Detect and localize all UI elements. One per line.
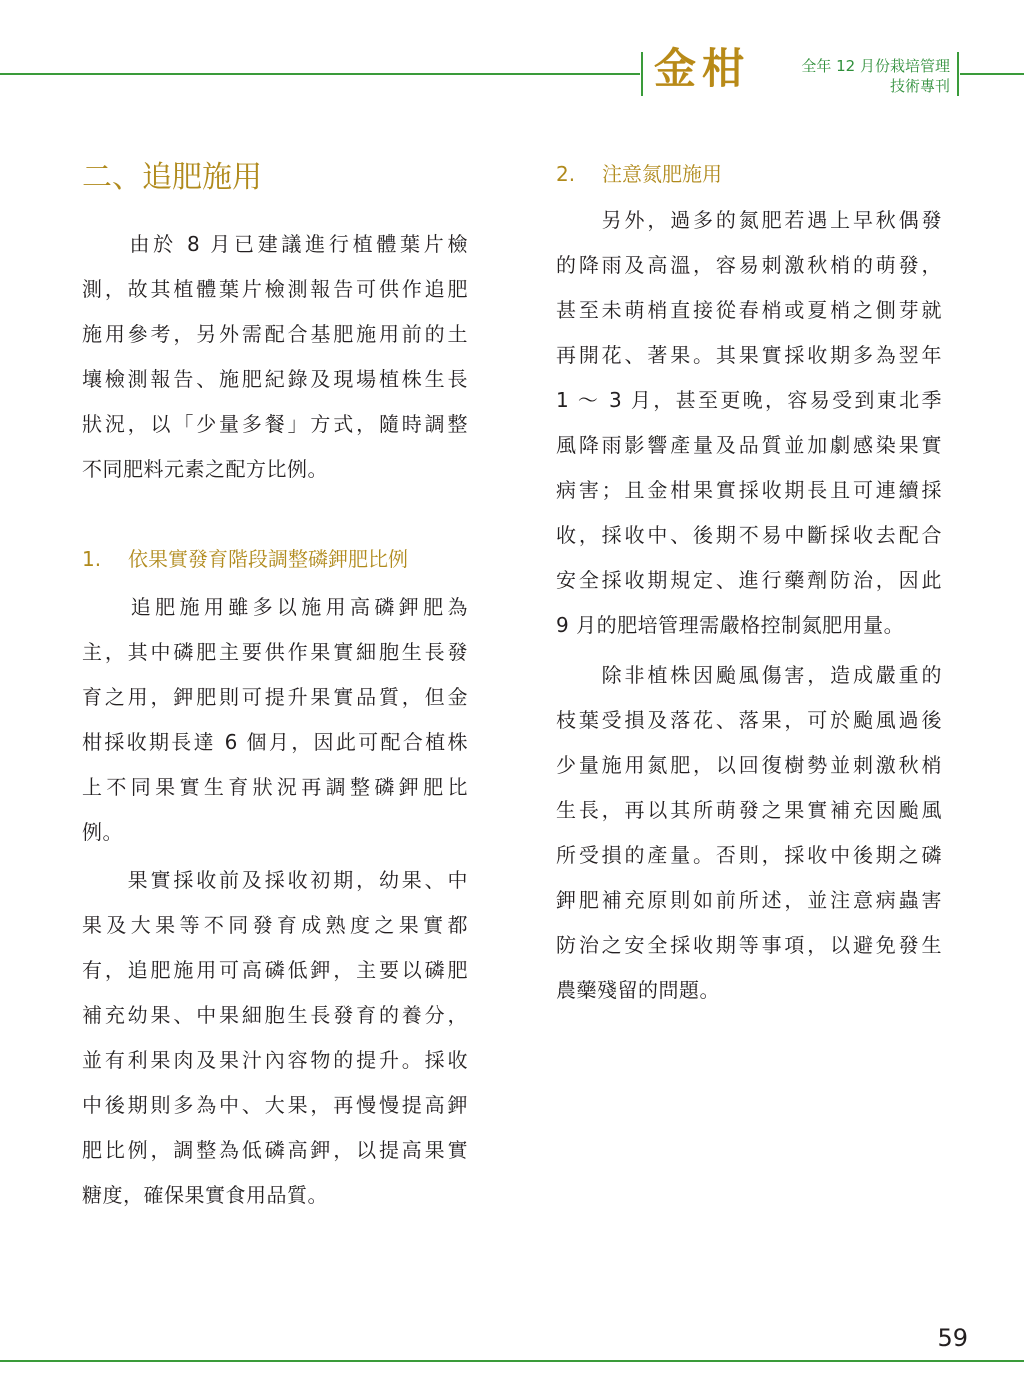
text-line: 病害；且金柑果實採收期長且可連續採 (556, 478, 942, 502)
tagline-line-1: 全年 12 月份栽培管理 (801, 57, 950, 75)
text-line: 例。 (82, 820, 123, 844)
left-paragraph-2 (82, 585, 468, 855)
text-line: 狀況，以「少量多餐」方式，隨時調整 (82, 412, 468, 436)
text-line: 農藥殘留的問題。 (556, 978, 720, 1002)
subsection-2-heading (556, 160, 722, 188)
header-rule-left (0, 73, 640, 75)
text-line: 鉀肥補充原則如前所述，並注意病蟲害 (556, 888, 942, 912)
footer-rule (0, 1360, 1024, 1362)
text-line: 的降雨及高溫，容易刺激秋梢的萌發， (556, 253, 942, 277)
text-line: 枝葉受損及落花、落果，可於颱風過後 (556, 708, 942, 732)
text-line: 9 月的肥培管理需嚴格控制氮肥用量。 (556, 613, 905, 637)
text-line: 生長，再以其所萌發之果實補充因颱風 (556, 798, 942, 822)
text-line: 主，其中磷肥主要供作果實細胞生長發 (82, 640, 468, 664)
header-divider-right (957, 52, 959, 96)
text-line: 由於 8 月已建議進行植體葉片檢 (82, 232, 468, 256)
text-line: 追肥施用雖多以施用高磷鉀肥為 (82, 595, 468, 619)
text-line: 有，追肥施用可高磷低鉀，主要以磷肥 (82, 958, 468, 982)
text-line: 所受損的產量。否則，採收中後期之磷 (556, 843, 942, 867)
text-line: 甚至未萌梢直接從春梢或夏梢之側芽就 (556, 298, 942, 322)
text-line: 再開花、著果。其果實採收期多為翌年 (556, 343, 942, 367)
header-divider-left (641, 52, 643, 96)
subsection-title: 注意氮肥施用 (602, 162, 722, 186)
text-line: 不同肥料元素之配方比例。 (82, 457, 328, 481)
subsection-number: 1. (82, 547, 102, 571)
text-line: 安全採收期規定、進行藥劑防治，因此 (556, 568, 942, 592)
text-line: 除非植株因颱風傷害，造成嚴重的 (556, 663, 942, 687)
text-line: 風降雨影響產量及品質並加劇感染果實 (556, 433, 942, 457)
text-line: 育之用，鉀肥則可提升果實品質，但金 (82, 685, 468, 709)
page-number: 59 (937, 1324, 968, 1352)
text-line: 施用參考，另外需配合基肥施用前的土 (82, 322, 468, 346)
subsection-1-heading (82, 545, 408, 573)
text-line: 收，採收中、後期不易中斷採收去配合 (556, 523, 942, 547)
header-tagline (770, 56, 950, 96)
header-rule-right (960, 73, 1024, 75)
left-paragraph-1 (82, 222, 468, 492)
text-line: 並有利果肉及果汁內容物的提升。採收 (82, 1048, 468, 1072)
tagline-line-2: 技術專刊 (889, 77, 950, 95)
text-line: 糖度，確保果實食用品質。 (82, 1183, 328, 1207)
brand-title: 金柑 (654, 44, 751, 93)
section-title: 二、追肥施用 (82, 160, 262, 195)
text-line: 柑採收期長達 6 個月，因此可配合植株 (82, 730, 468, 754)
text-line: 中後期則多為中、大果，再慢慢提高鉀 (82, 1093, 468, 1117)
right-paragraph-1 (556, 198, 942, 648)
text-line: 肥比例，調整為低磷高鉀，以提高果實 (82, 1138, 468, 1162)
right-paragraph-2 (556, 653, 942, 1013)
left-paragraph-3 (82, 858, 468, 1218)
text-line: 壤檢測報告、施肥紀錄及現場植株生長 (82, 367, 468, 391)
text-line: 測，故其植體葉片檢測報告可供作追肥 (82, 277, 468, 301)
text-line: 上不同果實生育狀況再調整磷鉀肥比 (82, 775, 468, 799)
subsection-title: 依果實發育階段調整磷鉀肥比例 (128, 547, 408, 571)
text-line: 果及大果等不同發育成熟度之果實都 (82, 913, 468, 937)
text-line: 1 ～ 3 月，甚至更晚，容易受到東北季 (556, 388, 942, 412)
text-line: 另外，過多的氮肥若遇上早秋偶發 (556, 208, 942, 232)
text-line: 果實採收前及採收初期，幼果、中 (82, 868, 468, 892)
text-line: 補充幼果、中果細胞生長發育的養分， (82, 1003, 468, 1027)
text-line: 少量施用氮肥，以回復樹勢並刺激秋梢 (556, 753, 942, 777)
text-line: 防治之安全採收期等事項，以避免發生 (556, 933, 942, 957)
subsection-number: 2. (556, 162, 576, 186)
